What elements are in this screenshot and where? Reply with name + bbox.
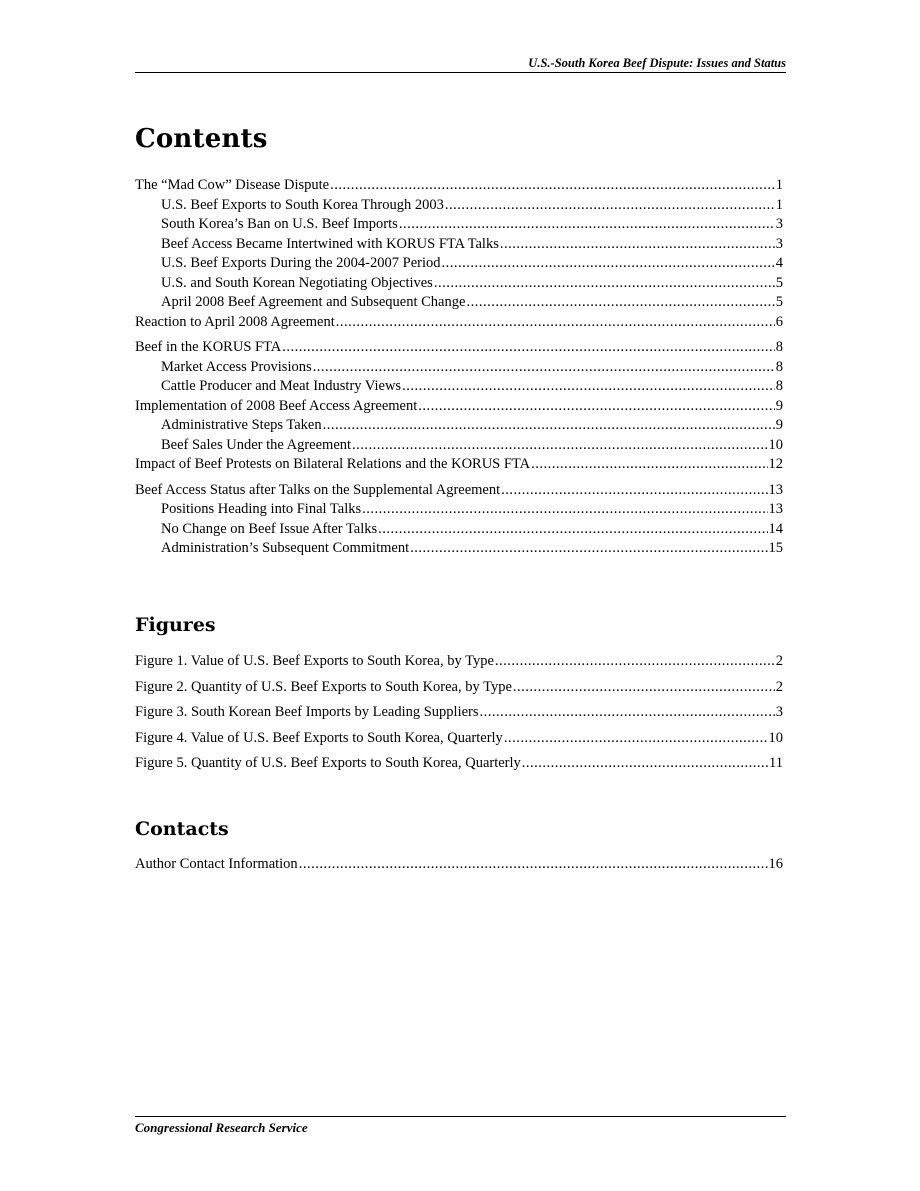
toc-entry-text: Positions Heading into Final Talks	[161, 501, 362, 517]
toc-entry-text: Figure 1. Value of U.S. Beef Exports to South Korea, by Type	[135, 653, 494, 669]
toc-entry-reaction-april-2008[interactable]	[135, 313, 783, 333]
toc-dot-leader	[480, 703, 775, 723]
toc-page-number: 3	[775, 216, 783, 232]
toc-page-number: 5	[775, 274, 783, 291]
toc-entry-text: U.S. Beef Exports to South Korea Through 2003	[161, 196, 444, 213]
toc-entry-administrative-steps[interactable]	[135, 416, 783, 436]
toc-page-number: 1	[775, 196, 783, 213]
toc-entry-no-change[interactable]	[135, 520, 783, 540]
running-footer: Congressional Research Service	[135, 1120, 308, 1135]
toc-entry-text: Beef Sales Under the Agreement	[161, 436, 352, 453]
contents-title: Contents	[135, 124, 268, 154]
toc-dot-leader	[445, 196, 775, 216]
toc-page-number: 9	[775, 417, 783, 433]
footer-rule	[135, 1116, 786, 1117]
figure-entry-5[interactable]	[135, 754, 783, 774]
toc-dot-leader	[313, 358, 775, 378]
toc-page-number: 16	[768, 856, 783, 872]
toc-page-number: 11	[769, 755, 783, 771]
toc-entry-text: U.S. and South Korean Negotiating Objectives	[161, 274, 433, 291]
toc-page-number: 9	[775, 397, 783, 414]
toc-page-number: 12	[768, 456, 783, 472]
toc-dot-leader	[362, 500, 767, 520]
toc-page-number: 1	[775, 177, 783, 193]
toc-dot-leader	[399, 215, 775, 235]
toc-page-number: 10	[768, 436, 783, 453]
toc-entry-korus-intertwined[interactable]	[135, 235, 783, 255]
toc-entry-access-status[interactable]	[135, 481, 783, 501]
toc-page-number: 15	[768, 540, 783, 556]
running-header: U.S.-South Korea Beef Dispute: Issues and Status	[528, 56, 786, 70]
toc-entry-april-2008-agreement[interactable]	[135, 293, 783, 313]
toc-dot-leader	[352, 436, 767, 456]
toc-entry-mad-cow-dispute[interactable]	[135, 176, 783, 196]
toc-entry-text: Cattle Producer and Meat Industry Views	[161, 378, 402, 394]
toc-entry-subsequent-commitment[interactable]	[135, 539, 783, 559]
toc-dot-leader	[442, 254, 775, 274]
toc-dot-leader	[282, 338, 775, 358]
toc-entry-exports-through-2003[interactable]	[135, 196, 783, 216]
toc-entry-text: Beef Access Status after Talks on the Supplemental Agreement	[135, 481, 501, 498]
toc-entry-text: Figure 4. Value of U.S. Beef Exports to South Korea, Quarterly	[135, 729, 503, 746]
toc-entry-text: Administrative Steps Taken	[161, 417, 322, 433]
toc-dot-leader	[501, 481, 767, 501]
toc-page-number: 2	[775, 678, 783, 695]
toc-entry-beef-sales[interactable]	[135, 436, 783, 456]
toc-dot-leader	[504, 729, 768, 749]
toc-dot-leader	[336, 313, 775, 333]
toc-page-number: 8	[775, 378, 783, 394]
toc-entry-implementation[interactable]	[135, 397, 783, 417]
toc-dot-leader	[500, 235, 775, 255]
toc-entry-text: Reaction to April 2008 Agreement	[135, 313, 335, 330]
toc-page-number: 3	[775, 704, 783, 720]
toc-entry-korea-ban[interactable]	[135, 215, 783, 235]
toc-entry-text: Figure 5. Quantity of U.S. Beef Exports to South Korea, Quarterly	[135, 755, 521, 771]
toc-entry-text: Implementation of 2008 Beef Access Agreement	[135, 397, 418, 414]
toc-dot-leader	[410, 539, 767, 559]
toc-dot-leader	[330, 176, 775, 196]
figure-entry-3[interactable]	[135, 703, 783, 723]
toc-page-number: 13	[768, 481, 783, 498]
toc-entry-beef-in-korus[interactable]	[135, 338, 783, 358]
toc-dot-leader	[531, 455, 767, 475]
toc-entry-impact-of-protests[interactable]	[135, 455, 783, 475]
toc-dot-leader	[495, 652, 775, 672]
toc-entry-market-access[interactable]	[135, 358, 783, 378]
toc-page-number: 5	[775, 294, 783, 310]
toc-dot-leader	[418, 397, 774, 417]
contacts-toc	[135, 855, 783, 875]
toc-entry-text: April 2008 Beef Agreement and Subsequent Change	[161, 294, 466, 310]
toc-dot-leader	[402, 377, 775, 397]
toc-page-number: 13	[768, 501, 783, 517]
toc-page-number: 10	[768, 729, 783, 746]
toc-page-number: 4	[775, 255, 783, 271]
toc-entry-text: U.S. Beef Exports During the 2004-2007 Period	[161, 255, 441, 271]
toc-entry-text: Figure 2. Quantity of U.S. Beef Exports to South Korea, by Type	[135, 678, 512, 695]
toc-entry-text: Administration’s Subsequent Commitment	[161, 540, 410, 556]
figure-entry-4[interactable]	[135, 729, 783, 749]
toc-entry-text: Market Access Provisions	[161, 358, 312, 375]
toc-entry-exports-2004-2007[interactable]	[135, 254, 783, 274]
figure-entry-2[interactable]	[135, 678, 783, 698]
toc-dot-leader	[378, 520, 767, 540]
toc-dot-leader	[434, 274, 775, 294]
toc-page-number: 8	[775, 358, 783, 375]
toc-entry-text: Beef Access Became Intertwined with KORUS FTA Talks	[161, 235, 499, 252]
toc-entry-text: No Change on Beef Issue After Talks	[161, 520, 378, 537]
toc-entry-text: Figure 3. South Korean Beef Imports by Leading Suppliers	[135, 704, 479, 720]
contact-entry-author-info[interactable]	[135, 855, 783, 875]
contacts-title: Contacts	[135, 818, 229, 840]
toc-dot-leader	[522, 754, 768, 774]
toc-dot-leader	[466, 293, 774, 313]
toc-entry-final-talks[interactable]	[135, 500, 783, 520]
header-rule	[135, 72, 786, 73]
toc-page-number: 14	[768, 520, 783, 537]
toc-entry-text: The “Mad Cow” Disease Dispute	[135, 177, 330, 193]
toc-page-number: 6	[775, 313, 783, 330]
figures-toc	[135, 652, 783, 780]
contents-toc	[135, 176, 783, 559]
toc-entry-text: South Korea’s Ban on U.S. Beef Imports	[161, 216, 398, 232]
toc-page-number: 2	[775, 653, 783, 669]
toc-entry-industry-views[interactable]	[135, 377, 783, 397]
figures-title: Figures	[135, 614, 216, 636]
toc-entry-text: Impact of Beef Protests on Bilateral Relations and the KORUS FTA	[135, 456, 531, 472]
toc-dot-leader	[513, 678, 775, 698]
toc-entry-negotiating-objectives[interactable]	[135, 274, 783, 294]
toc-dot-leader	[323, 416, 775, 436]
toc-dot-leader	[299, 855, 768, 875]
toc-page-number: 3	[775, 235, 783, 252]
toc-page-number: 8	[775, 339, 783, 355]
figure-entry-1[interactable]	[135, 652, 783, 672]
toc-entry-text: Author Contact Information	[135, 856, 298, 872]
toc-entry-text: Beef in the KORUS FTA	[135, 339, 282, 355]
